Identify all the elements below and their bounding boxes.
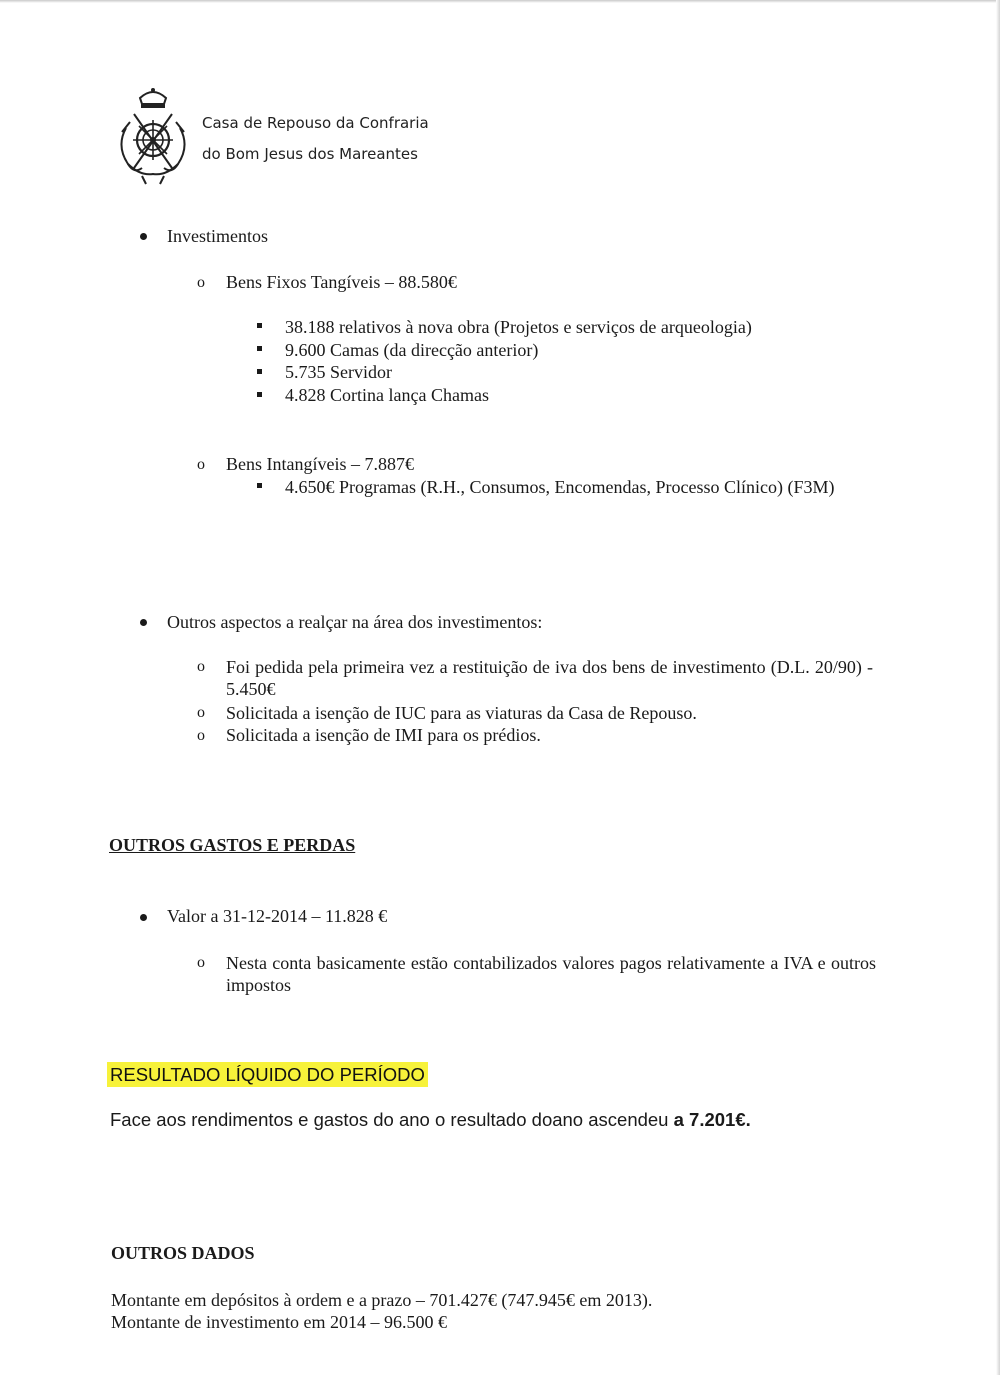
nota-text: Nesta conta basicamente estão contabilizados valores pagos relativamente a IVA e outros impostos (226, 953, 876, 995)
heading-outros-gastos: OUTROS GASTOS E PERDAS (109, 835, 356, 855)
circle-bullet-icon: o (197, 456, 205, 473)
bullet-icon (140, 619, 147, 626)
bullet-icon (140, 914, 147, 921)
square-bullet-icon (257, 369, 262, 374)
scan-edge-top (0, 0, 1000, 3)
square-bullet-icon (257, 392, 262, 397)
circle-bullet-icon: o (197, 274, 205, 291)
section-outros-aspectos: Outros aspectos a realçar na área dos investimentos: (167, 612, 543, 632)
scan-edge-right (996, 0, 1000, 1375)
circle-bullet-icon: o (197, 704, 205, 721)
square-bullet-icon (257, 483, 262, 488)
square-bullet-icon (257, 323, 262, 328)
heading-resultado: RESULTADO LÍQUIDO DO PERÍODO (107, 1062, 428, 1087)
valor-line: Valor a 31-12-2014 – 11.828 € (167, 906, 388, 926)
tangiveis-label: Bens Fixos Tangíveis – 88.580€ (226, 272, 457, 292)
intangiveis-label: Bens Intangíveis – 7.887€ (226, 454, 414, 474)
list-item: Solicitada a isenção de IMI para os prédios. (226, 725, 541, 745)
section-investimentos: Investimentos (167, 226, 268, 246)
list-item: 4.828 Cortina lança Chamas (285, 385, 489, 405)
resultado-value: a 7.201€. (673, 1109, 751, 1130)
resultado-paragraph (110, 1108, 751, 1132)
square-bullet-icon (257, 346, 262, 351)
circle-bullet-icon: o (197, 658, 205, 675)
list-item: 38.188 relativos à nova obra (Projetos e serviços de arqueologia) (285, 317, 752, 337)
org-name-line1: Casa de Repouso da Confraria (202, 114, 429, 132)
investimento-line: Montante de investimento em 2014 – 96.500 € (111, 1312, 447, 1332)
resultado-text: Face aos rendimentos e gastos do ano o resultado doano ascendeu (110, 1109, 674, 1130)
heading-outros-dados: OUTROS DADOS (111, 1243, 255, 1263)
bullet-icon (140, 233, 147, 240)
list-item: 4.650€ Programas (R.H., Consumos, Encomendas, Processo Clínico) (F3M) (285, 477, 835, 497)
list-item: 5.735 Servidor (285, 362, 392, 382)
list-item: 9.600 Camas (da direcção anterior) (285, 340, 539, 360)
circle-bullet-icon: o (197, 954, 205, 971)
letterhead (112, 84, 452, 189)
list-item: Foi pedida pela primeira vez a restituição de iva dos bens de investimento (D.L. 20/90) - 5.450€ (226, 657, 873, 699)
list-item: Solicitada a isenção de IUC para as viaturas da Casa de Repouso. (226, 703, 697, 723)
depositos-line: Montante em depósitos à ordem e a prazo – 701.427€ (747.945€ em 2013). (111, 1290, 653, 1310)
org-name-line2: do Bom Jesus dos Mareantes (202, 145, 418, 163)
circle-bullet-icon: o (197, 727, 205, 744)
confraria-emblem-icon (112, 84, 194, 186)
